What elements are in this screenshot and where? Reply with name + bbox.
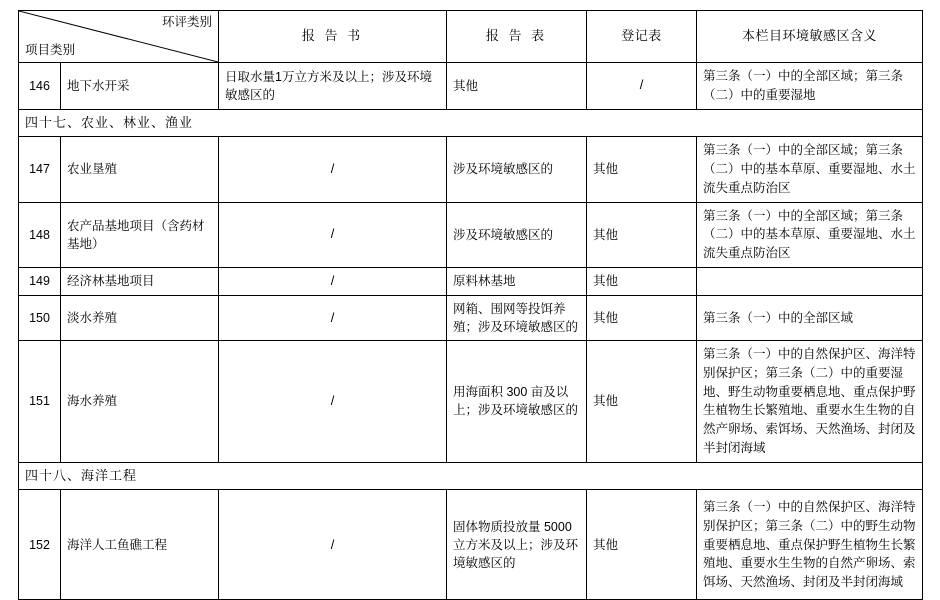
row-number: 148 [19,202,61,267]
row-sensitive: 第三条（一）中的全部区域；第三条（二）中的重要湿地 [697,63,923,110]
row-report-form: 固体物质投放量 5000 立方米及以上；涉及环境敏感区的 [447,490,587,600]
row-report-book: / [219,267,447,295]
row-registration: 其他 [587,202,697,267]
row-sensitive: 第三条（一）中的全部区域；第三条（二）中的基本草原、重要湿地、水土流失重点防治区 [697,202,923,267]
row-registration: 其他 [587,490,697,600]
table-row [19,267,923,295]
environmental-category-table [18,10,923,600]
section-title: 四十七、农业、林业、渔业 [19,109,923,137]
row-category: 经济林基地项目 [61,267,219,295]
row-registration: 其他 [587,341,697,463]
row-registration: 其他 [587,137,697,202]
row-category: 海水养殖 [61,341,219,463]
row-report-form: 用海面积 300 亩及以上；涉及环境敏感区的 [447,341,587,463]
table-header-row [19,11,923,63]
row-category: 农业垦殖 [61,137,219,202]
row-category: 淡水养殖 [61,295,219,340]
row-category: 地下水开采 [61,63,219,110]
row-sensitive [697,267,923,295]
section-row [19,109,923,137]
section-row [19,462,923,490]
table-row [19,490,923,600]
row-registration: 其他 [587,267,697,295]
row-report-book: / [219,202,447,267]
header-registration-form: 登记表 [587,11,697,63]
row-sensitive: 第三条（一）中的自然保护区、海洋特别保护区；第三条（二）中的野生动物重要栖息地、重点保护野生植物生长繁殖地、重要水生生物的自然产卵场、索饵场、天然渔场、封闭及半封闭海域 [697,490,923,600]
section-title: 四十八、海洋工程 [19,462,923,490]
row-sensitive: 第三条（一）中的全部区域；第三条（二）中的基本草原、重要湿地、水土流失重点防治区 [697,137,923,202]
row-report-form: 其他 [447,63,587,110]
table-row [19,63,923,110]
row-number: 150 [19,295,61,340]
row-number: 152 [19,490,61,600]
header-label-review-category: 环评类别 [161,15,212,29]
header-corner-cell [19,11,219,63]
header-label-project-category: 项目类别 [25,42,76,57]
table-row [19,202,923,267]
header-report-form: 报 告 表 [447,11,587,63]
row-sensitive: 第三条（一）中的全部区域 [697,295,923,340]
table-row [19,295,923,340]
row-number: 147 [19,137,61,202]
row-report-form: 网箱、围网等投饵养殖；涉及环境敏感区的 [447,295,587,340]
row-report-book: / [219,490,447,600]
table-row [19,341,923,463]
row-number: 146 [19,63,61,110]
table-row [19,137,923,202]
row-number: 149 [19,267,61,295]
row-report-form: 涉及环境敏感区的 [447,202,587,267]
header-sensitive-area-meaning: 本栏目环境敏感区含义 [697,11,923,63]
row-registration: 其他 [587,295,697,340]
row-report-form: 涉及环境敏感区的 [447,137,587,202]
header-report-book: 报 告 书 [219,11,447,63]
row-report-book: / [219,341,447,463]
row-category: 农产品基地项目（含药材基地） [61,202,219,267]
row-category: 海洋人工鱼礁工程 [61,490,219,600]
row-registration: / [587,63,697,110]
row-report-book: / [219,137,447,202]
row-report-form: 原料林基地 [447,267,587,295]
row-report-book: / [219,295,447,340]
row-report-book: 日取水量1万立方米及以上；涉及环境敏感区的 [219,63,447,110]
row-sensitive: 第三条（一）中的自然保护区、海洋特别保护区；第三条（二）中的重要湿地、野生动物重要栖息地、重点保护野生植物生长繁殖地、重要水生生物的自然产卵场、索饵场、天然渔场、封闭及半封闭海域 [697,341,923,463]
row-number: 151 [19,341,61,463]
